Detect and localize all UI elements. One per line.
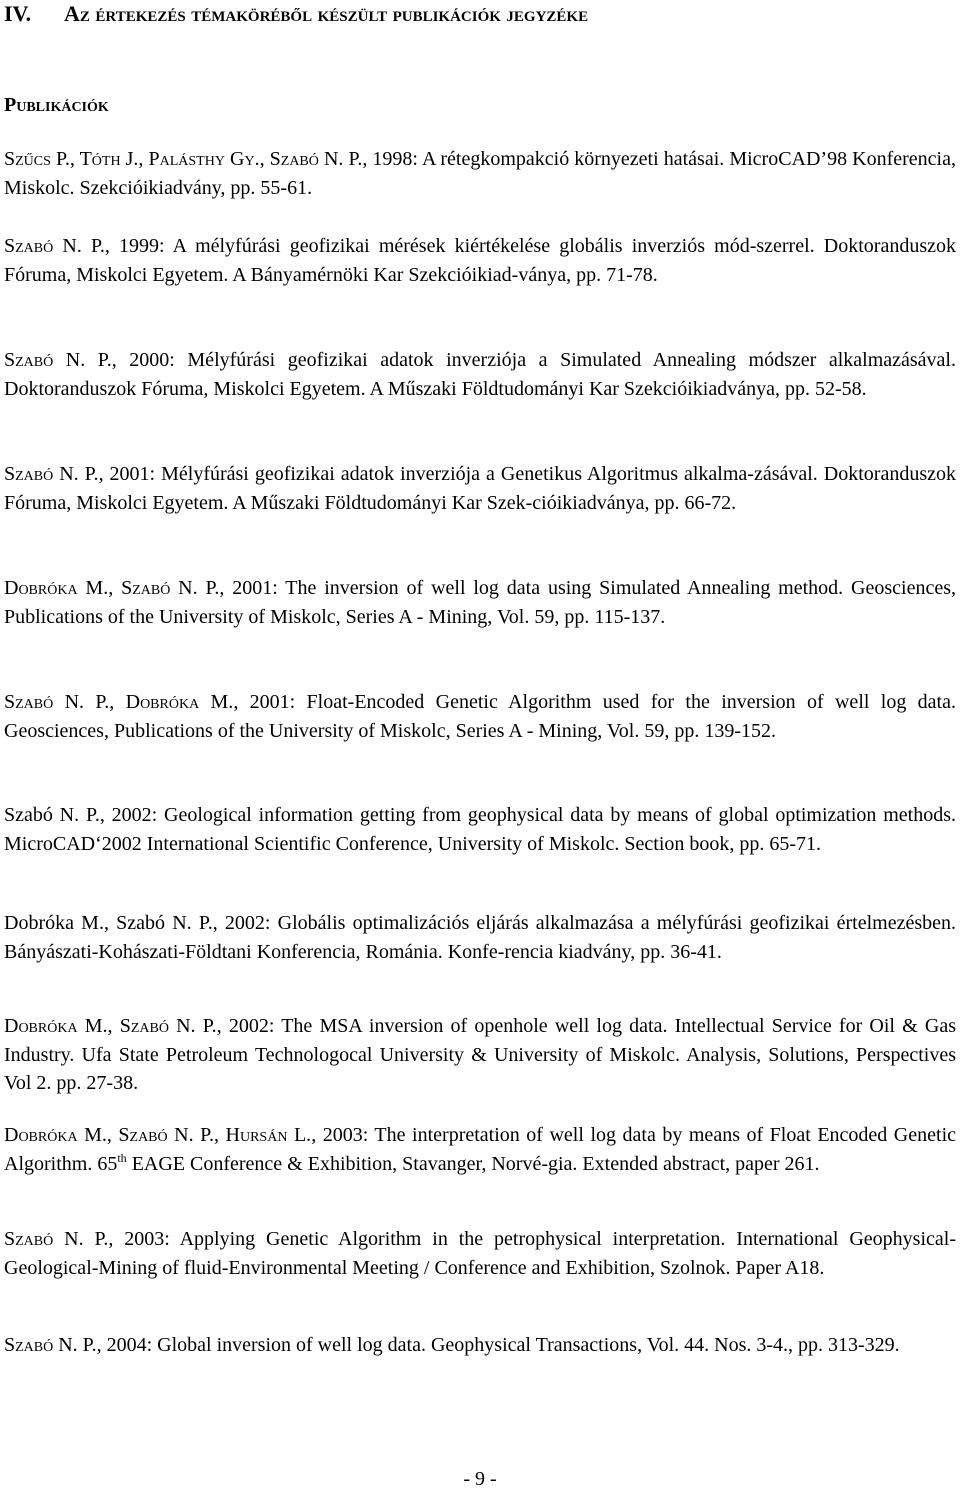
publication-details: , 2003: Applying Genetic Algorithm in the petrophysical interpretation. International Geophysical-Geological-Mining of fluid-Environmental Meeting / Conference and Exhibition, Szolnok. Paper A18. xyxy=(4,1228,956,1279)
publication-entry xyxy=(4,145,956,202)
publication-details: , 2001: Mélyfúrási geofizikai adatok inverziója a Genetikus Algoritmus alkalma-zásával. Doktoranduszok Fóruma, Miskolci Egyetem. A Műszaki Földtudományi Kar Szek-cióikiadványa, pp. 66-72. xyxy=(4,463,956,514)
publication-authors: Szűcs P., Tóth J., Palásthy Gy., Szabó N. P. xyxy=(4,148,363,170)
publication-entry xyxy=(4,232,956,289)
publication-authors: Szabó N. P. xyxy=(4,804,100,826)
publication-details: , 2002: Geological information getting from geophysical data by means of global optimization methods. MicroCAD‘2002 International Scientific Conference, University of Miskolc. Section book, pp. 65-71. xyxy=(4,804,956,855)
publication-authors: Szabó N. P., Dobróka M. xyxy=(4,691,234,713)
publication-details-continued: EAGE Conference & Exhibition, Stavanger, Norvé-gia. Extended abstract, paper 261. xyxy=(126,1152,820,1175)
publication-authors: Szabó N. P. xyxy=(4,463,99,485)
publication-details: , 1999: A mélyfúrási geofizikai mérések kiértékelése globális inverziós mód-szerrel. Doktoranduszok Fóruma, Miskolci Egyetem. A Bányamérnöki Kar Szekcióikiad-ványa, pp. 71-78. xyxy=(4,235,956,286)
chapter-heading xyxy=(4,0,588,28)
publication-entry xyxy=(4,688,956,745)
publication-details: , 1998: A rétegkompakció környezeti hatásai. MicroCAD’98 Konferencia, Miskolc. Szekcióikiadvány, pp. 55-61. xyxy=(4,148,956,199)
publication-entry xyxy=(4,1121,956,1178)
chapter-number: IV. xyxy=(4,1,32,26)
publication-details: , 2003: The interpretation of well log data by means of Float Encoded Genetic Algorithm. 65 xyxy=(4,1124,956,1175)
publication-authors: Szabó N. P. xyxy=(4,235,105,257)
publication-entry xyxy=(4,346,956,403)
publication-authors: Szabó N. P. xyxy=(4,349,112,371)
publication-entry xyxy=(4,1225,956,1282)
publication-authors: Dobróka M., Szabó N. P. xyxy=(4,1015,217,1037)
ordinal-superscript: th xyxy=(117,1150,127,1165)
publication-authors: Dobróka M., Szabó N. P. xyxy=(4,577,220,599)
publication-entry xyxy=(4,801,956,858)
publication-details: , 2004: Global inversion of well log data. Geophysical Transactions, Vol. 44. Nos. 3-4., pp. 313-329. xyxy=(96,1334,900,1356)
publication-entry xyxy=(4,574,956,631)
page-number: - 9 - xyxy=(463,1468,497,1490)
publication-entry xyxy=(4,460,956,517)
publication-entry xyxy=(4,909,956,966)
chapter-title: Az értekezés témaköréből készült publikációk jegyzéke xyxy=(64,1,589,26)
publication-details: , 2002: The MSA inversion of openhole well log data. Intellectual Service for Oil & Gas Industry. Ufa State Petroleum Technologocal University & University of Miskolc. Analysis, Solutions, Perspectives Vol 2. pp. 27-38. xyxy=(4,1015,956,1095)
publication-entry xyxy=(4,1012,956,1098)
publication-details: , 2001: Float-Encoded Genetic Algorithm used for the inversion of well log data. Geosciences, Publications of the University of Miskolc, Series A - Mining, Vol. 59, pp. 139-152. xyxy=(4,691,956,742)
publication-entry xyxy=(4,1331,956,1360)
publication-authors: Szabó N. P. xyxy=(4,1334,97,1356)
section-title: Publikációk xyxy=(4,94,109,116)
publication-details: , 2000: Mélyfúrási geofizikai adatok inverziója a Simulated Annealing módszer alkalmazásával. Doktoranduszok Fóruma, Miskolci Egyetem. A Műszaki Földtudományi Kar Szekcióikiadványa, pp. 52-58. xyxy=(4,349,956,400)
publication-details: , 2002: Globális optimalizációs eljárás alkalmazása a mélyfúrási geofizikai értelmezésben. Bányászati-Kohászati-Földtani Konferencia, Románia. Konfe-rencia kiadvány, pp. 36-41. xyxy=(4,912,956,963)
publication-authors: Dobróka M., Szabó N. P. xyxy=(4,912,213,934)
publication-details: , 2001: The inversion of well log data using Simulated Annealing method. Geosciences, Publications of the University of Miskolc, Series A - Mining, Vol. 59, pp. 115-137. xyxy=(4,577,956,628)
publication-authors: Szabó N. P. xyxy=(4,1228,109,1250)
publication-authors: Dobróka M., Szabó N. P., Hursán L. xyxy=(4,1124,312,1146)
